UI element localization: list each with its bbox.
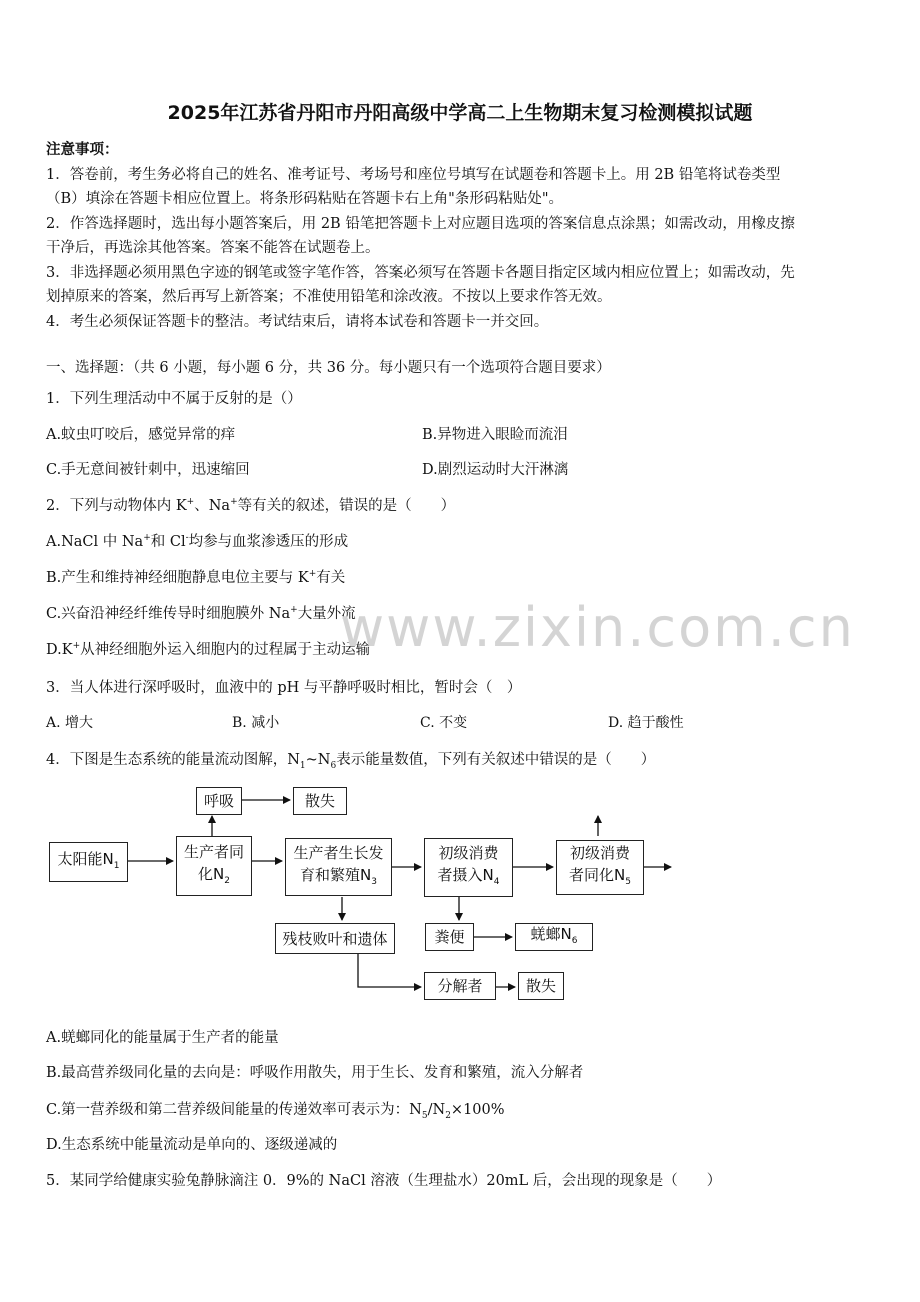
q5-stem: 5．某同学给健康实验兔静脉滴注 0．9%的 NaCl 溶液（生理盐水）20mL 后，会出现的现象是（ ）: [46, 1173, 722, 1189]
box-primary-consumer-assimilation: 初级消费 者同化$N_5$: [556, 840, 644, 895]
box-dung-beetle: 蜣螂$N_6$: [515, 923, 593, 951]
q2-option-a: A.NaCl 中 Na+和 Cl-均参与血浆渗透压的形成: [46, 533, 349, 550]
note-3a: 3．非选择题必须用黑色字迹的钢笔或签字笔作答，答案必须写在答题卡各题目指定区域内相应位置上；如需改动，先: [46, 265, 795, 281]
box-producer-growth: 生产者生长发 育和繁殖$N_3$: [285, 838, 392, 896]
q2-option-b: B.产生和维持神经细胞静息电位主要与 K+有关: [46, 569, 346, 586]
q3-option-c: C. 不变: [420, 715, 468, 731]
q1-option-c: C.手无意间被针刺中，迅速缩回: [46, 462, 250, 478]
box-solar-energy: 太阳能$N_1$: [49, 842, 128, 882]
notes-heading: 注意事项：: [46, 141, 119, 158]
q3-option-d: D. 趋于酸性: [608, 715, 684, 731]
note-2b: 干净后，再选涂其他答案。答案不能答在试题卷上。: [46, 240, 380, 256]
box-loss-top: 散失: [293, 787, 347, 815]
q1-option-a: A.蚊虫叮咬后，感觉异常的痒: [46, 427, 236, 443]
note-3b: 划掉原来的答案，然后再写上新答案；不准使用铅笔和涂改液。不按以上要求作答无效。: [46, 289, 612, 305]
q3-stem: 3．当人体进行深呼吸时，血液中的 pH 与平静呼吸时相比，暂时会（ ）: [46, 680, 522, 696]
q4-option-d: D.生态系统中能量流动是单向的、逐级递减的: [46, 1137, 338, 1153]
q1-stem: 1．下列生理活动中不属于反射的是（）: [46, 391, 302, 407]
box-primary-consumer-intake: 初级消费 者摄入$N_4$: [424, 838, 513, 897]
note-1a: 1．答卷前，考生务必将自己的姓名、准考证号、考场号和座位号填写在试题卷和答题卡上。用 2B 铅笔将试卷类型: [46, 167, 781, 183]
section-heading: 一、选择题：（共 6 小题，每小题 6 分，共 36 分。每小题只有一个选项符合题目要求）: [46, 360, 611, 376]
q2-option-c: C.兴奋沿神经纤维传导时细胞膜外 Na+大量外流: [46, 605, 356, 622]
box-loss-bottom: 散失: [518, 972, 564, 1000]
box-litter-remains: 残枝败叶和遗体: [275, 923, 395, 954]
note-2a: 2．作答选择题时，选出每小题答案后，用 2B 铅笔把答题卡上对应题目选项的答案信息点涂黑；如需改动，用橡皮擦: [46, 216, 795, 232]
q3-option-a: A. 增大: [46, 715, 94, 731]
q4-option-a: A.蜣螂同化的能量属于生产者的能量: [46, 1030, 279, 1046]
page-title: 2025年江苏省丹阳市丹阳高级中学高二上生物期末复习检测模拟试题: [167, 102, 753, 124]
q1-option-d: D.剧烈运动时大汗淋漓: [422, 462, 569, 478]
q4-option-b: B.最高营养级同化量的去向是：呼吸作用散失，用于生长、发育和繁殖，流入分解者: [46, 1065, 584, 1081]
note-1b: （B）填涂在答题卡相应位置上。将条形码粘贴在答题卡右上角"条形码粘贴处"。: [46, 191, 563, 207]
q1-option-b: B.异物进入眼睑而流泪: [422, 427, 568, 443]
box-decomposer: 分解者: [424, 972, 496, 1000]
note-4: 4．考生必须保证答题卡的整洁。考试结束后，请将本试卷和答题卡一并交回。: [46, 314, 549, 330]
q2-option-d: D.K+从神经细胞外运入细胞内的过程属于主动运输: [46, 641, 371, 658]
box-producer-assimilation: 生产者同 化$N_2$: [176, 836, 252, 896]
box-respiration: 呼吸: [196, 787, 242, 815]
box-feces: 粪便: [425, 923, 474, 951]
q4-stem: 4．下图是生态系统的能量流动图解，$N_1\sim N_6$表示能量数值，下列有关叙述中错误的是（ ）: [46, 752, 656, 771]
watermark: www.zixin.com.cn: [340, 596, 855, 659]
q4-option-c: C.第一营养级和第二营养级间能量的传递效率可表示为：$N_5/N_2\times 100\%$: [46, 1102, 505, 1121]
q2-stem: 2．下列与动物体内 K+、Na+等有关的叙述，错误的是（ ）: [46, 497, 456, 514]
q3-option-b: B. 减小: [232, 715, 280, 731]
